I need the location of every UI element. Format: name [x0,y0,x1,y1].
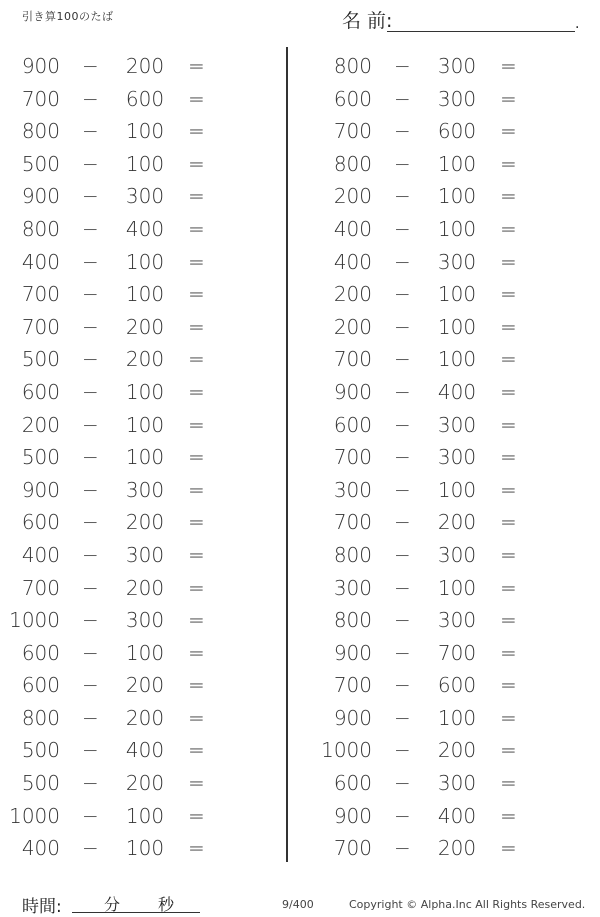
equals-sign: = [500,803,517,828]
minus-sign: − [394,738,411,763]
minuend: 800 [21,119,60,144]
minus-sign: − [82,738,99,763]
minus-sign: − [394,347,411,372]
minuend: 200 [21,412,60,437]
minus-sign: − [394,119,411,144]
minus-sign: − [394,216,411,241]
page-number: 9/400 [282,898,314,911]
minuend: 700 [333,673,372,698]
minuend: 900 [333,379,372,404]
equals-sign: = [500,119,517,144]
equals-sign: = [188,216,205,241]
subtrahend: 300 [437,445,477,470]
subtrahend: 200 [125,54,165,78]
equals-sign: = [500,542,517,567]
minus-sign: − [394,640,411,665]
equals-sign: = [188,510,205,535]
subtrahend: 200 [125,510,165,535]
equals-sign: = [500,705,517,730]
minuend: 800 [21,705,60,730]
subtrahend: 100 [125,119,165,144]
minuend: 500 [21,738,60,763]
minuend: 1000 [9,803,60,828]
subtrahend: 100 [125,379,165,404]
equals-sign: = [500,379,517,404]
minuend: 400 [21,542,60,567]
minus-sign: − [82,477,99,502]
equals-sign: = [500,640,517,665]
minus-sign: − [82,184,99,209]
subtrahend: 200 [437,738,477,763]
minuend: 800 [333,54,372,78]
minus-sign: − [82,575,99,600]
equals-sign: = [500,249,517,274]
subtrahend: 600 [125,86,165,111]
minus-sign: − [394,542,411,567]
minus-sign: − [394,477,411,502]
equals-sign: = [500,314,517,339]
name-field[interactable] [342,6,582,32]
minus-sign: − [82,542,99,567]
copyright-text: Copyright © Alpha.Inc All Rights Reserved. [349,898,586,911]
minus-sign: − [82,803,99,828]
equals-sign: = [188,575,205,600]
minus-sign: − [394,510,411,535]
equals-sign: = [188,771,205,796]
minuend: 400 [21,836,60,861]
subtrahend: 200 [125,771,165,796]
column-divider [286,47,288,862]
minus-sign: − [394,771,411,796]
minuend: 700 [333,347,372,372]
minuend: 600 [21,640,60,665]
minute-label: 分 [104,895,121,914]
minuend: 600 [21,379,60,404]
subtrahend: 200 [437,836,477,861]
minus-sign: − [82,347,99,372]
minuend: 500 [21,151,60,176]
equals-sign: = [188,86,205,111]
equals-sign: = [188,608,205,633]
minus-sign: − [82,282,99,307]
subtrahend: 100 [125,445,165,470]
minuend: 700 [21,575,60,600]
subtrahend: 100 [437,477,477,502]
subtrahend: 200 [125,314,165,339]
minus-sign: − [82,54,99,78]
name-dot: . [575,16,580,32]
minus-sign: − [82,640,99,665]
minuend: 700 [21,314,60,339]
subtrahend: 100 [125,640,165,665]
minuend: 500 [21,347,60,372]
minuend: 900 [21,477,60,502]
subtrahend: 300 [125,608,165,633]
subtrahend: 400 [125,216,165,241]
subtrahend: 300 [437,608,477,633]
minuend: 900 [333,705,372,730]
subtrahend: 100 [437,184,477,209]
time-field [22,892,192,916]
equals-sign: = [188,119,205,144]
subtrahend: 300 [125,477,165,502]
equals-sign: = [188,412,205,437]
minus-sign: − [82,608,99,633]
equals-sign: = [188,673,205,698]
minus-sign: − [82,445,99,470]
equals-sign: = [500,836,517,861]
minuend: 200 [333,314,372,339]
minus-sign: − [394,249,411,274]
equals-sign: = [500,771,517,796]
subtrahend: 100 [125,151,165,176]
subtrahend: 300 [437,54,477,78]
minuend: 800 [333,151,372,176]
minus-sign: − [394,282,411,307]
minus-sign: − [394,836,411,861]
minus-sign: − [82,510,99,535]
minus-sign: − [394,151,411,176]
subtrahend: 100 [437,347,477,372]
equals-sign: = [500,282,517,307]
equals-sign: = [500,216,517,241]
minuend: 300 [333,575,372,600]
subtrahend: 100 [437,705,477,730]
minuend: 300 [333,477,372,502]
minuend: 700 [333,445,372,470]
subtrahend: 400 [437,379,477,404]
subtrahend: 100 [125,836,165,861]
subtrahend: 100 [125,412,165,437]
minuend: 900 [333,803,372,828]
subtrahend: 200 [437,510,477,535]
minus-sign: − [82,249,99,274]
subtrahend: 300 [437,412,477,437]
minus-sign: − [82,151,99,176]
subtrahend: 700 [437,640,477,665]
minus-sign: − [394,608,411,633]
minuend: 1000 [9,608,60,633]
subtrahend: 100 [437,151,477,176]
minuend: 900 [333,640,372,665]
minus-sign: − [82,86,99,111]
equals-sign: = [500,477,517,502]
subtrahend: 100 [125,282,165,307]
subtrahend: 200 [125,347,165,372]
time-underline [72,912,200,913]
minuend: 400 [333,249,372,274]
minus-sign: − [82,771,99,796]
minuend: 1000 [321,738,372,763]
minuend: 700 [21,86,60,111]
minuend: 600 [21,510,60,535]
equals-sign: = [188,347,205,372]
equals-sign: = [500,575,517,600]
minuend: 400 [21,249,60,274]
name-underline [387,31,575,32]
minuend: 900 [21,184,60,209]
subtrahend: 100 [437,314,477,339]
subtrahend: 200 [125,673,165,698]
minuend: 700 [21,282,60,307]
minuend: 600 [333,412,372,437]
minus-sign: − [82,119,99,144]
subtrahend: 100 [437,282,477,307]
subtrahend: 400 [437,803,477,828]
subtrahend: 100 [125,249,165,274]
equals-sign: = [188,379,205,404]
minuend: 700 [333,119,372,144]
time-label: 時間: [22,897,62,917]
subtrahend: 100 [437,575,477,600]
minuend: 200 [333,184,372,209]
minuend: 600 [333,771,372,796]
minus-sign: − [394,705,411,730]
subtrahend: 300 [437,249,477,274]
subtrahend: 300 [125,184,165,209]
subtrahend: 300 [437,771,477,796]
equals-sign: = [500,184,517,209]
equals-sign: = [188,705,205,730]
minuend: 800 [21,216,60,241]
minuend: 700 [333,836,372,861]
equals-sign: = [500,673,517,698]
minus-sign: − [394,412,411,437]
minus-sign: − [82,379,99,404]
second-label: 秒 [158,895,175,914]
worksheet-title: 引き算100のたば [22,10,114,23]
subtrahend: 400 [125,738,165,763]
equals-sign: = [500,738,517,763]
minus-sign: − [82,705,99,730]
minuend: 600 [333,86,372,111]
equals-sign: = [188,477,205,502]
minus-sign: − [394,86,411,111]
equals-sign: = [188,151,205,176]
equals-sign: = [188,836,205,861]
equals-sign: = [188,282,205,307]
subtrahend: 200 [125,705,165,730]
equals-sign: = [500,412,517,437]
equals-sign: = [500,445,517,470]
equals-sign: = [188,445,205,470]
equals-sign: = [500,608,517,633]
subtrahend: 100 [125,803,165,828]
name-label: 名 前: [342,10,393,32]
subtrahend: 600 [437,673,477,698]
minus-sign: − [82,836,99,861]
minuend: 900 [21,54,60,78]
equals-sign: = [188,542,205,567]
minus-sign: − [82,216,99,241]
minuend: 800 [333,608,372,633]
minus-sign: − [394,184,411,209]
equals-sign: = [188,640,205,665]
minus-sign: − [394,673,411,698]
minuend: 500 [21,771,60,796]
subtrahend: 200 [125,575,165,600]
equals-sign: = [188,54,205,78]
minuend: 200 [333,282,372,307]
minus-sign: − [394,54,411,78]
equals-sign: = [500,54,517,78]
minuend: 400 [333,216,372,241]
equals-sign: = [500,86,517,111]
minus-sign: − [394,803,411,828]
equals-sign: = [500,151,517,176]
minuend: 500 [21,445,60,470]
minus-sign: − [394,314,411,339]
equals-sign: = [500,510,517,535]
subtrahend: 600 [437,119,477,144]
subtrahend: 300 [437,542,477,567]
equals-sign: = [500,347,517,372]
minus-sign: − [394,445,411,470]
equals-sign: = [188,803,205,828]
equals-sign: = [188,184,205,209]
minuend: 700 [333,510,372,535]
equals-sign: = [188,249,205,274]
minuend: 600 [21,673,60,698]
minus-sign: − [82,412,99,437]
minuend: 800 [333,542,372,567]
subtrahend: 100 [437,216,477,241]
equals-sign: = [188,314,205,339]
minus-sign: − [82,673,99,698]
subtrahend: 300 [437,86,477,111]
equals-sign: = [188,738,205,763]
subtrahend: 300 [125,542,165,567]
minus-sign: − [82,314,99,339]
minus-sign: − [394,575,411,600]
minus-sign: − [394,379,411,404]
